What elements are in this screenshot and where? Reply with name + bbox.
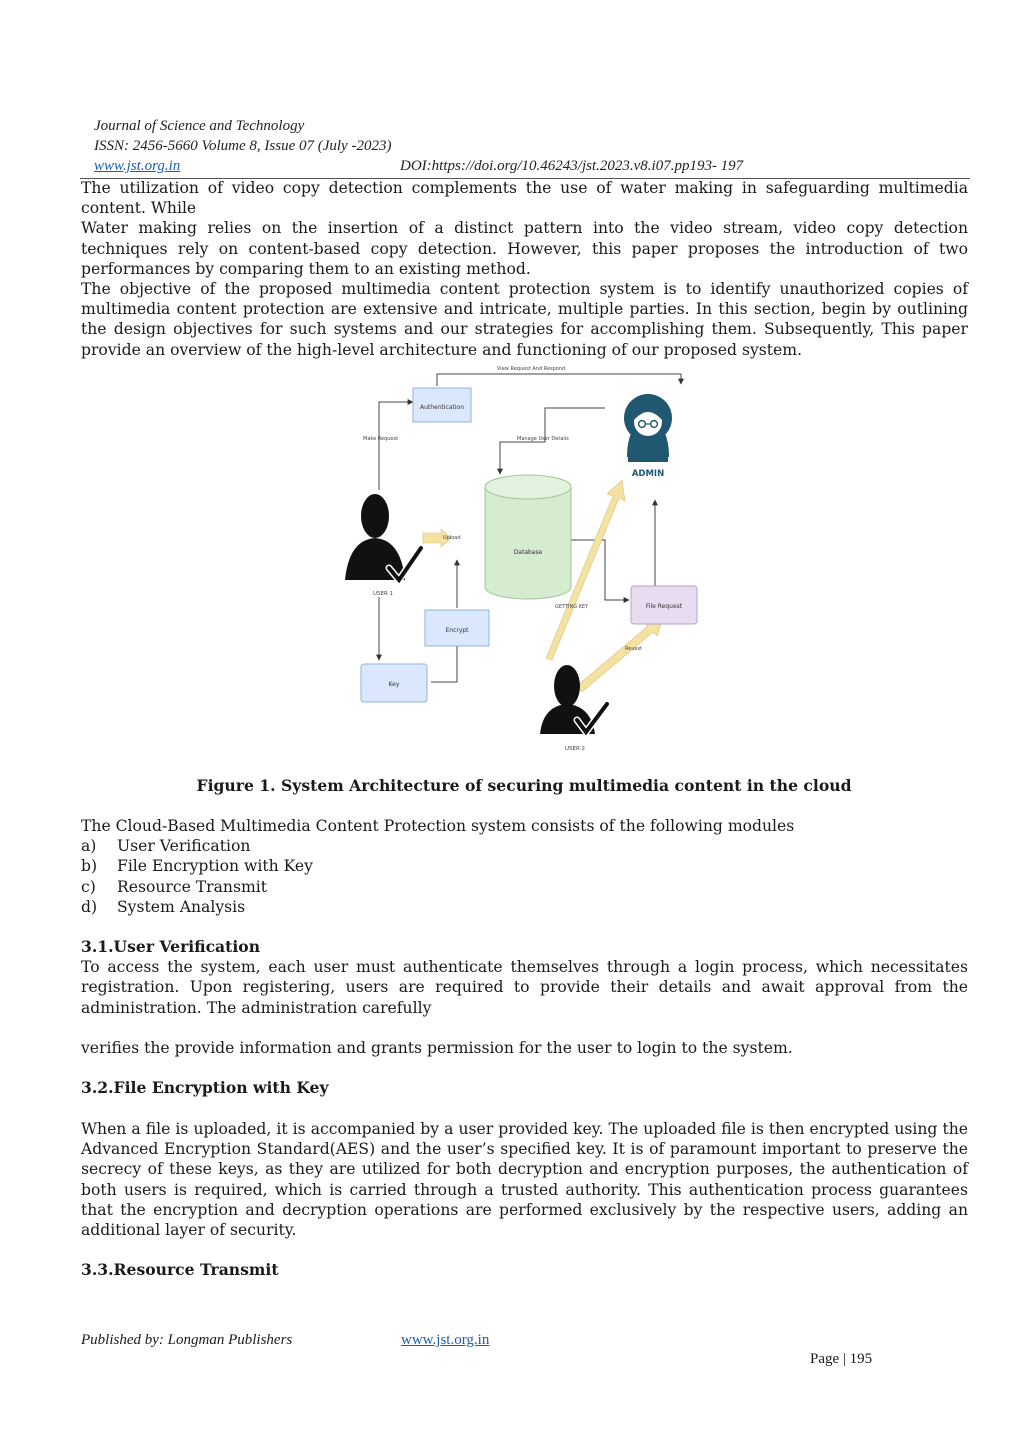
- database-node: [485, 475, 571, 599]
- section-3-2-heading-block: [81, 1078, 968, 1098]
- request-label: Reuest: [625, 646, 643, 652]
- journal-doi: DOI:https://doi.org/10.46243/jst.2023.v8.i07.pp193- 197: [400, 158, 744, 174]
- list-item: [81, 836, 968, 856]
- section-3-2-paragraph-1: When a file is uploaded, it is accompanied by a user provided key. The uploaded file is then encrypted using the Advanced Encryption Standard(AES) and the user’s specified key. It is of paramount important to preserve the secrecy of these keys, as they are utilized for both decryption and encryption purposes, the authentication of both users is required, which is carried through a trusted authority. This authentication process guarantees that the encryption and decryption operations are performed exclusively by the respective users, adding an additional layer of security.: [81, 1120, 968, 1240]
- modules-intro: The Cloud-Based Multimedia Content Protection system consists of the following modules: [81, 817, 795, 835]
- journal-website-link[interactable]: www.jst.org.in: [94, 158, 181, 174]
- user1-icon: [345, 494, 421, 580]
- footer-website-link[interactable]: www.jst.org.in: [401, 1332, 490, 1348]
- section-3-2-body: [81, 1119, 968, 1240]
- list-item: [81, 856, 968, 876]
- request-arrow: [577, 618, 663, 692]
- admin-icon: [624, 394, 672, 462]
- authentication-label: Authentication: [419, 404, 465, 411]
- edge-view-request: [437, 374, 681, 386]
- section-3-2-heading: 3.2.File Encryption with Key: [81, 1078, 329, 1097]
- list-item-text: File Encryption with Key: [117, 857, 313, 876]
- list-item: [81, 897, 968, 917]
- list-item-text: Resource Transmit: [117, 877, 268, 896]
- section-3-1-heading: 3.1.User Verification: [81, 937, 261, 956]
- list-item: [81, 877, 968, 897]
- user1-label: USER 1: [372, 591, 394, 597]
- view-request-label: View Request And Respond: [497, 366, 566, 372]
- intro-paragraph-1: The utilization of video copy detection complements the use of water making in safeguarding multimedia content. While: [81, 179, 968, 218]
- list-item-label: a): [81, 837, 97, 856]
- section-3-3-heading: 3.3.Resource Transmit: [81, 1260, 279, 1279]
- database-label: Database: [513, 549, 543, 556]
- user2-label: USER 2: [564, 746, 586, 752]
- list-item-text: User Verification: [117, 837, 251, 856]
- journal-issn: ISSN: 2456-5660 Volume 8, Issue 07 (July -2023): [94, 138, 392, 154]
- list-item-label: b): [81, 857, 98, 876]
- key-label: Key: [388, 681, 400, 688]
- figure-caption: Figure 1. System Architecture of securing multimedia content in the cloud: [196, 776, 852, 795]
- list-item-label: d): [81, 897, 98, 916]
- admin-label: ADMIN: [631, 469, 665, 479]
- file-request-label: File Request: [645, 603, 683, 610]
- make-request-label: Make Request: [363, 436, 399, 442]
- encrypt-label: Encrypt: [445, 627, 469, 634]
- intro-text: [81, 178, 968, 360]
- upload-label: Upload: [443, 535, 461, 541]
- section-3-3: [81, 1260, 968, 1280]
- edge-make-request: [379, 402, 413, 490]
- system-architecture-figure: [345, 362, 702, 754]
- page-number: Page | 195: [810, 1351, 873, 1367]
- modules-section: [81, 816, 968, 917]
- list-item-label: c): [81, 877, 96, 896]
- getting-key-label: GETTING KEY: [555, 604, 589, 610]
- manage-user-label: Manage User Details: [517, 436, 569, 442]
- section-3-1: [81, 937, 968, 1018]
- section-3-1-paragraph-1: To access the system, each user must authenticate themselves through a login process, which necessitates registration. Upon registering, users are required to provide their details and await approval from the administration. The administration carefully: [81, 958, 968, 1017]
- journal-title: Journal of Science and Technology: [94, 118, 305, 134]
- list-item-text: System Analysis: [117, 897, 246, 916]
- intro-paragraph-3: The objective of the proposed multimedia content protection system is to identify unauthorized copies of multimedia content protection are extensive and intricate, multiple parties. In this section, begin by outlining the design objectives for such systems and our strategies for accomplishing them. Subsequently, This paper provide an overview of the high-level architecture and functioning of our proposed system.: [81, 280, 968, 359]
- section-3-1-continued: [81, 1038, 968, 1058]
- intro-paragraph-2: Water making relies on the insertion of a distinct pattern into the video stream, video copy detection techniques rely on content-based copy detection. However, this paper proposes the introduction of two performances by comparing them to an existing method.: [81, 219, 968, 278]
- section-3-1-paragraph-2: verifies the provide information and grants permission for the user to login to the system.: [81, 1039, 793, 1057]
- footer-publisher: Published by: Longman Publishers: [81, 1332, 293, 1348]
